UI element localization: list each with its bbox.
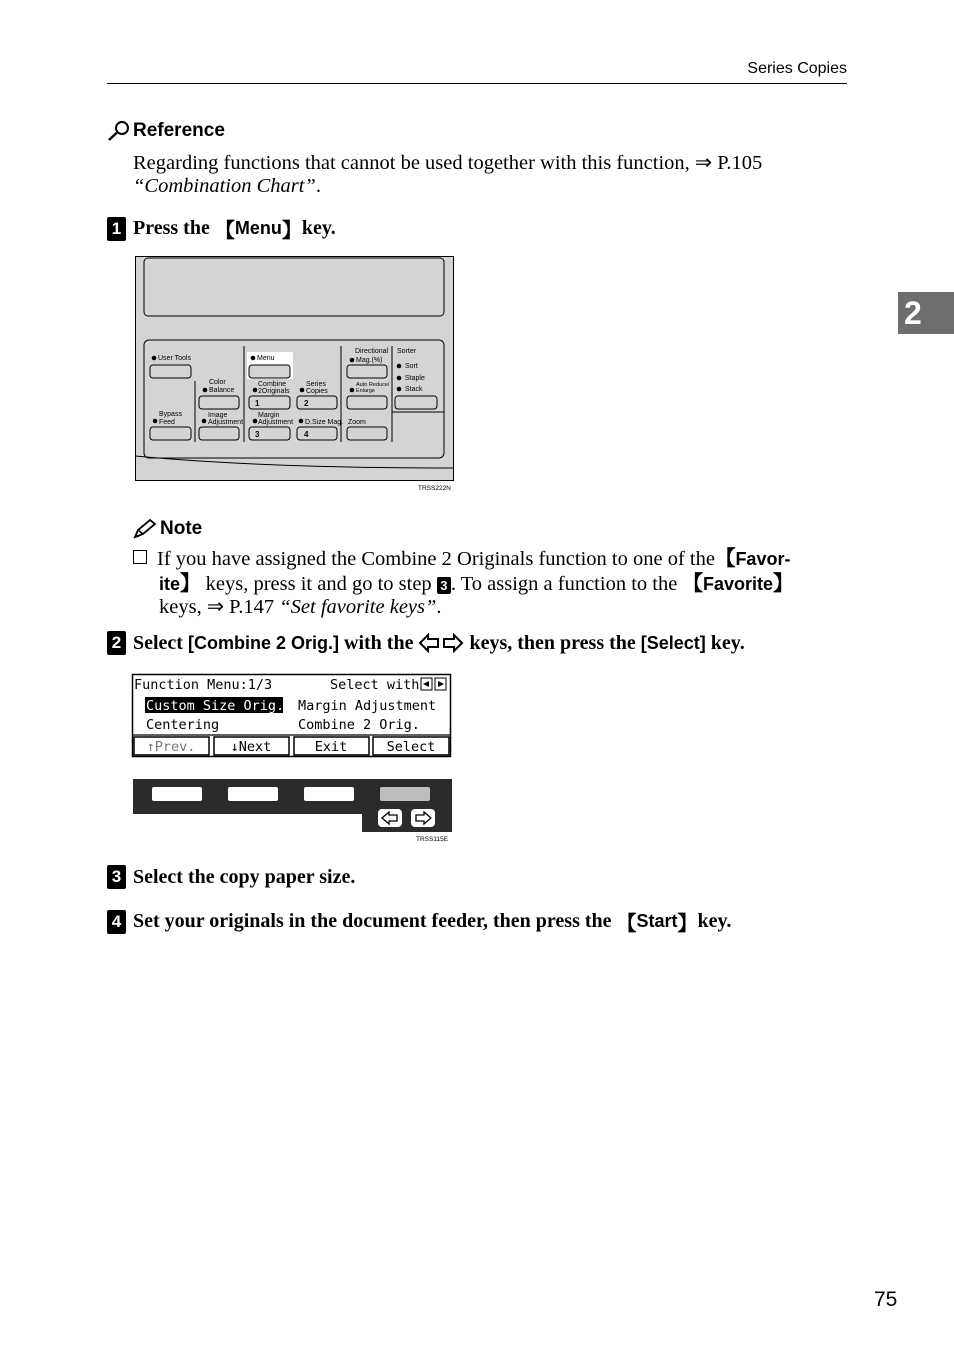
svg-text:4: 4 xyxy=(304,430,309,439)
combine-2-orig-item: [Combine 2 Orig.] xyxy=(187,632,339,653)
lcd-item-centering: Centering xyxy=(146,717,220,733)
svg-text:Combine: Combine xyxy=(258,381,287,388)
step-4-number: 4 xyxy=(107,910,126,934)
svg-text:Stack: Stack xyxy=(405,386,423,393)
lcd-item-custom-size: Custom Size Orig. xyxy=(146,698,285,714)
lcd-select-button: Select xyxy=(386,739,436,755)
select-key-name: [Select] xyxy=(640,632,706,653)
pencil-icon xyxy=(133,519,157,539)
svg-text:Image: Image xyxy=(208,412,228,419)
svg-text:Bypass: Bypass xyxy=(159,411,182,418)
lcd-title: Function Menu:1/3 xyxy=(134,677,273,693)
note-heading-text: Note xyxy=(160,518,203,539)
svg-text:Auto Reduce/: Auto Reduce/ xyxy=(356,382,390,388)
note-bullet-icon xyxy=(133,550,147,564)
svg-text:User Tools: User Tools xyxy=(158,355,191,362)
svg-text:Feed: Feed xyxy=(159,419,175,426)
svg-text:Sorter: Sorter xyxy=(397,348,417,355)
combination-chart-link[interactable]: “Combination Chart” xyxy=(133,175,316,197)
reference-body: Regarding functions that cannot be used together with this function, ⇒ P.105 “Combination Chart”. xyxy=(133,152,763,197)
svg-text:Directional: Directional xyxy=(355,348,389,355)
svg-text:Staple: Staple xyxy=(405,375,425,382)
step-3-reference: 3 xyxy=(437,577,451,594)
svg-text:Mag.(%): Mag.(%) xyxy=(356,357,383,364)
step-1-number: 1 xyxy=(107,217,126,241)
lcd-exit-button: Exit xyxy=(314,739,348,755)
svg-text:Balance: Balance xyxy=(209,387,235,394)
step-1: 1 Press the 【 Menu 】 key. xyxy=(107,214,336,243)
running-header: Series Copies xyxy=(747,60,847,77)
lcd-item-combine-2-orig: Combine 2 Orig. xyxy=(298,717,420,733)
svg-text:Zoom: Zoom xyxy=(348,419,366,426)
lcd-item-margin-adjustment: Margin Adjustment xyxy=(298,698,437,714)
chapter-tab: 2 xyxy=(898,292,954,334)
set-favorite-keys-link[interactable]: “Set favorite keys” xyxy=(279,596,437,618)
svg-text:Sort: Sort xyxy=(405,363,418,370)
page-number: 75 xyxy=(874,1288,898,1311)
svg-text:D.Size Mag.: D.Size Mag. xyxy=(305,419,344,426)
svg-text:1: 1 xyxy=(255,399,260,408)
header-rule xyxy=(107,83,847,84)
lcd-screen-figure xyxy=(130,672,455,847)
step-2: 2 Select [Combine 2 Orig.] with the keys, then press the [Select] key. xyxy=(107,631,745,655)
svg-text:Menu: Menu xyxy=(257,355,275,362)
svg-text:Margin: Margin xyxy=(258,412,280,419)
step-3-number: 3 xyxy=(107,865,126,889)
lcd-prev-button: ↑Prev. xyxy=(146,739,196,755)
start-key-name: Start xyxy=(636,911,678,931)
step-2-number: 2 xyxy=(107,631,126,655)
operation-panel-figure xyxy=(135,256,455,496)
svg-text:Adjustment: Adjustment xyxy=(208,419,244,426)
svg-text:Color: Color xyxy=(209,379,226,386)
svg-text:Copies: Copies xyxy=(306,388,328,395)
step-3: 3 Select the copy paper size. xyxy=(107,865,355,889)
lcd-select-with: Select with xyxy=(330,677,420,693)
svg-text:Series: Series xyxy=(306,381,326,388)
reference-heading xyxy=(107,120,225,142)
step-4: 4 Set your originals in the document feeder, then press the 【 Start 】 key. xyxy=(107,907,731,936)
magnifier-icon xyxy=(107,120,131,142)
panel-figure-code: TRSS222N xyxy=(418,485,451,492)
svg-text:Adjustment: Adjustment xyxy=(258,419,294,426)
reference-heading-text: Reference xyxy=(133,120,225,141)
note-body: If you have assigned the Combine 2 Originals function to one of the【Favor- ite】 keys, press it and go to step 3 . To assign a function to the 【Favorite】 keys, ⇒ P.147 “Set favorite keys”. xyxy=(133,547,849,620)
svg-text:3: 3 xyxy=(255,430,260,439)
lcd-next-button: ↓Next xyxy=(230,739,272,755)
svg-text:2Originals: 2Originals xyxy=(258,388,290,395)
svg-text:2: 2 xyxy=(304,399,309,408)
note-heading xyxy=(133,518,202,540)
left-right-arrow-keys-icon xyxy=(418,633,464,653)
lcd-figure-code: TRSS115E xyxy=(416,836,449,843)
menu-key-name: Menu xyxy=(234,218,282,238)
svg-text:Enlarge: Enlarge xyxy=(356,388,375,394)
